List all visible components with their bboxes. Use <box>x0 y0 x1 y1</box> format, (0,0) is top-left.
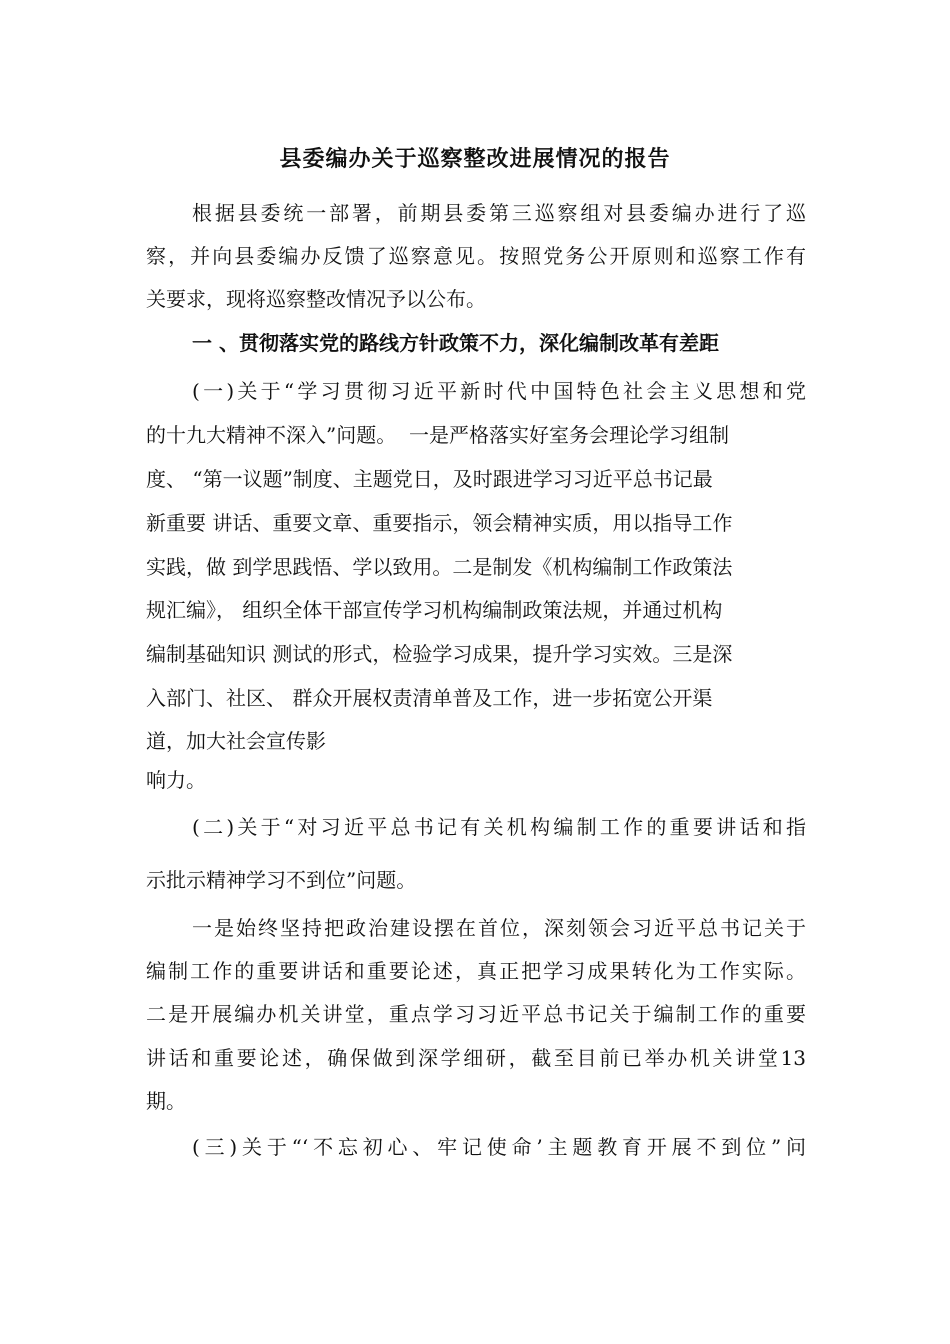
body-line-1: 根据县委统一部署，前期县委第三巡察组对县委编办进行了巡 <box>192 201 806 225</box>
body-line-20: 讲话和重要论述，确保做到深学细研，截至目前已举办机关讲堂13 <box>146 1046 806 1070</box>
body-line-11: 编制基础知识 测试的形式，检验学习成果，提升学习实效。三是深 <box>146 642 733 666</box>
body-line-12: 入部门、社区、 群众开展权责清单普及工作，进一步拓宽公开渠 <box>146 686 713 710</box>
body-line-9: 实践，做 到学思践悟、学以致用。二是制发《机构编制工作政策法 <box>146 555 733 579</box>
body-line-17: 一是始终坚持把政治建设摆在首位，深刻领会习近平总书记关于 <box>192 916 806 940</box>
body-line-16: 示批示精神学习不到位”问题。 <box>146 868 417 892</box>
body-line-5: (一)关于“学习贯彻习近平新时代中国特色社会主义思想和党 <box>192 379 806 403</box>
document-title: 县委编办关于巡察整改进展情况的报告 <box>279 147 671 172</box>
body-line-18: 编制工作的重要讲话和重要论述，真正把学习成果转化为工作实际。 <box>146 959 806 983</box>
body-line-3: 关要求，现将巡察整改情况予以公布。 <box>146 287 486 311</box>
body-line-7: 度、 “第一议题”制度、主题党日，及时跟进学习习近平总书记最 <box>146 467 713 491</box>
body-line-6: 的十九大精神不深入”问题。 一是严格落实好室务会理论学习组制 <box>146 423 729 447</box>
section-heading-1: 一 、贯彻落实党的路线方针政策不力，深化编制改革有差距 <box>192 331 719 355</box>
body-line-19: 二是开展编办机关讲堂，重点学习习近平总书记关于编制工作的重要 <box>146 1002 806 1026</box>
body-line-8: 新重要 讲话、重要文章、重要指示，领会精神实质，用以指导工作 <box>146 511 733 535</box>
body-line-2: 察，并向县委编办反馈了巡察意见。按照党务公开原则和巡察工作有 <box>146 244 806 268</box>
body-line-14: 响力。 <box>146 768 206 792</box>
body-line-13: 道，加大社会宣传影 <box>146 729 326 753</box>
body-line-22: (三)关于“‘不忘初心、牢记使命’主题教育开展不到位”问 <box>192 1135 806 1159</box>
body-line-10: 规汇编》， 组织全体干部宣传学习机构编制政策法规，并通过机构 <box>146 598 723 622</box>
body-line-15: (二)关于“对习近平总书记有关机构编制工作的重要讲话和指 <box>192 815 806 839</box>
body-line-21: 期。 <box>146 1089 186 1113</box>
